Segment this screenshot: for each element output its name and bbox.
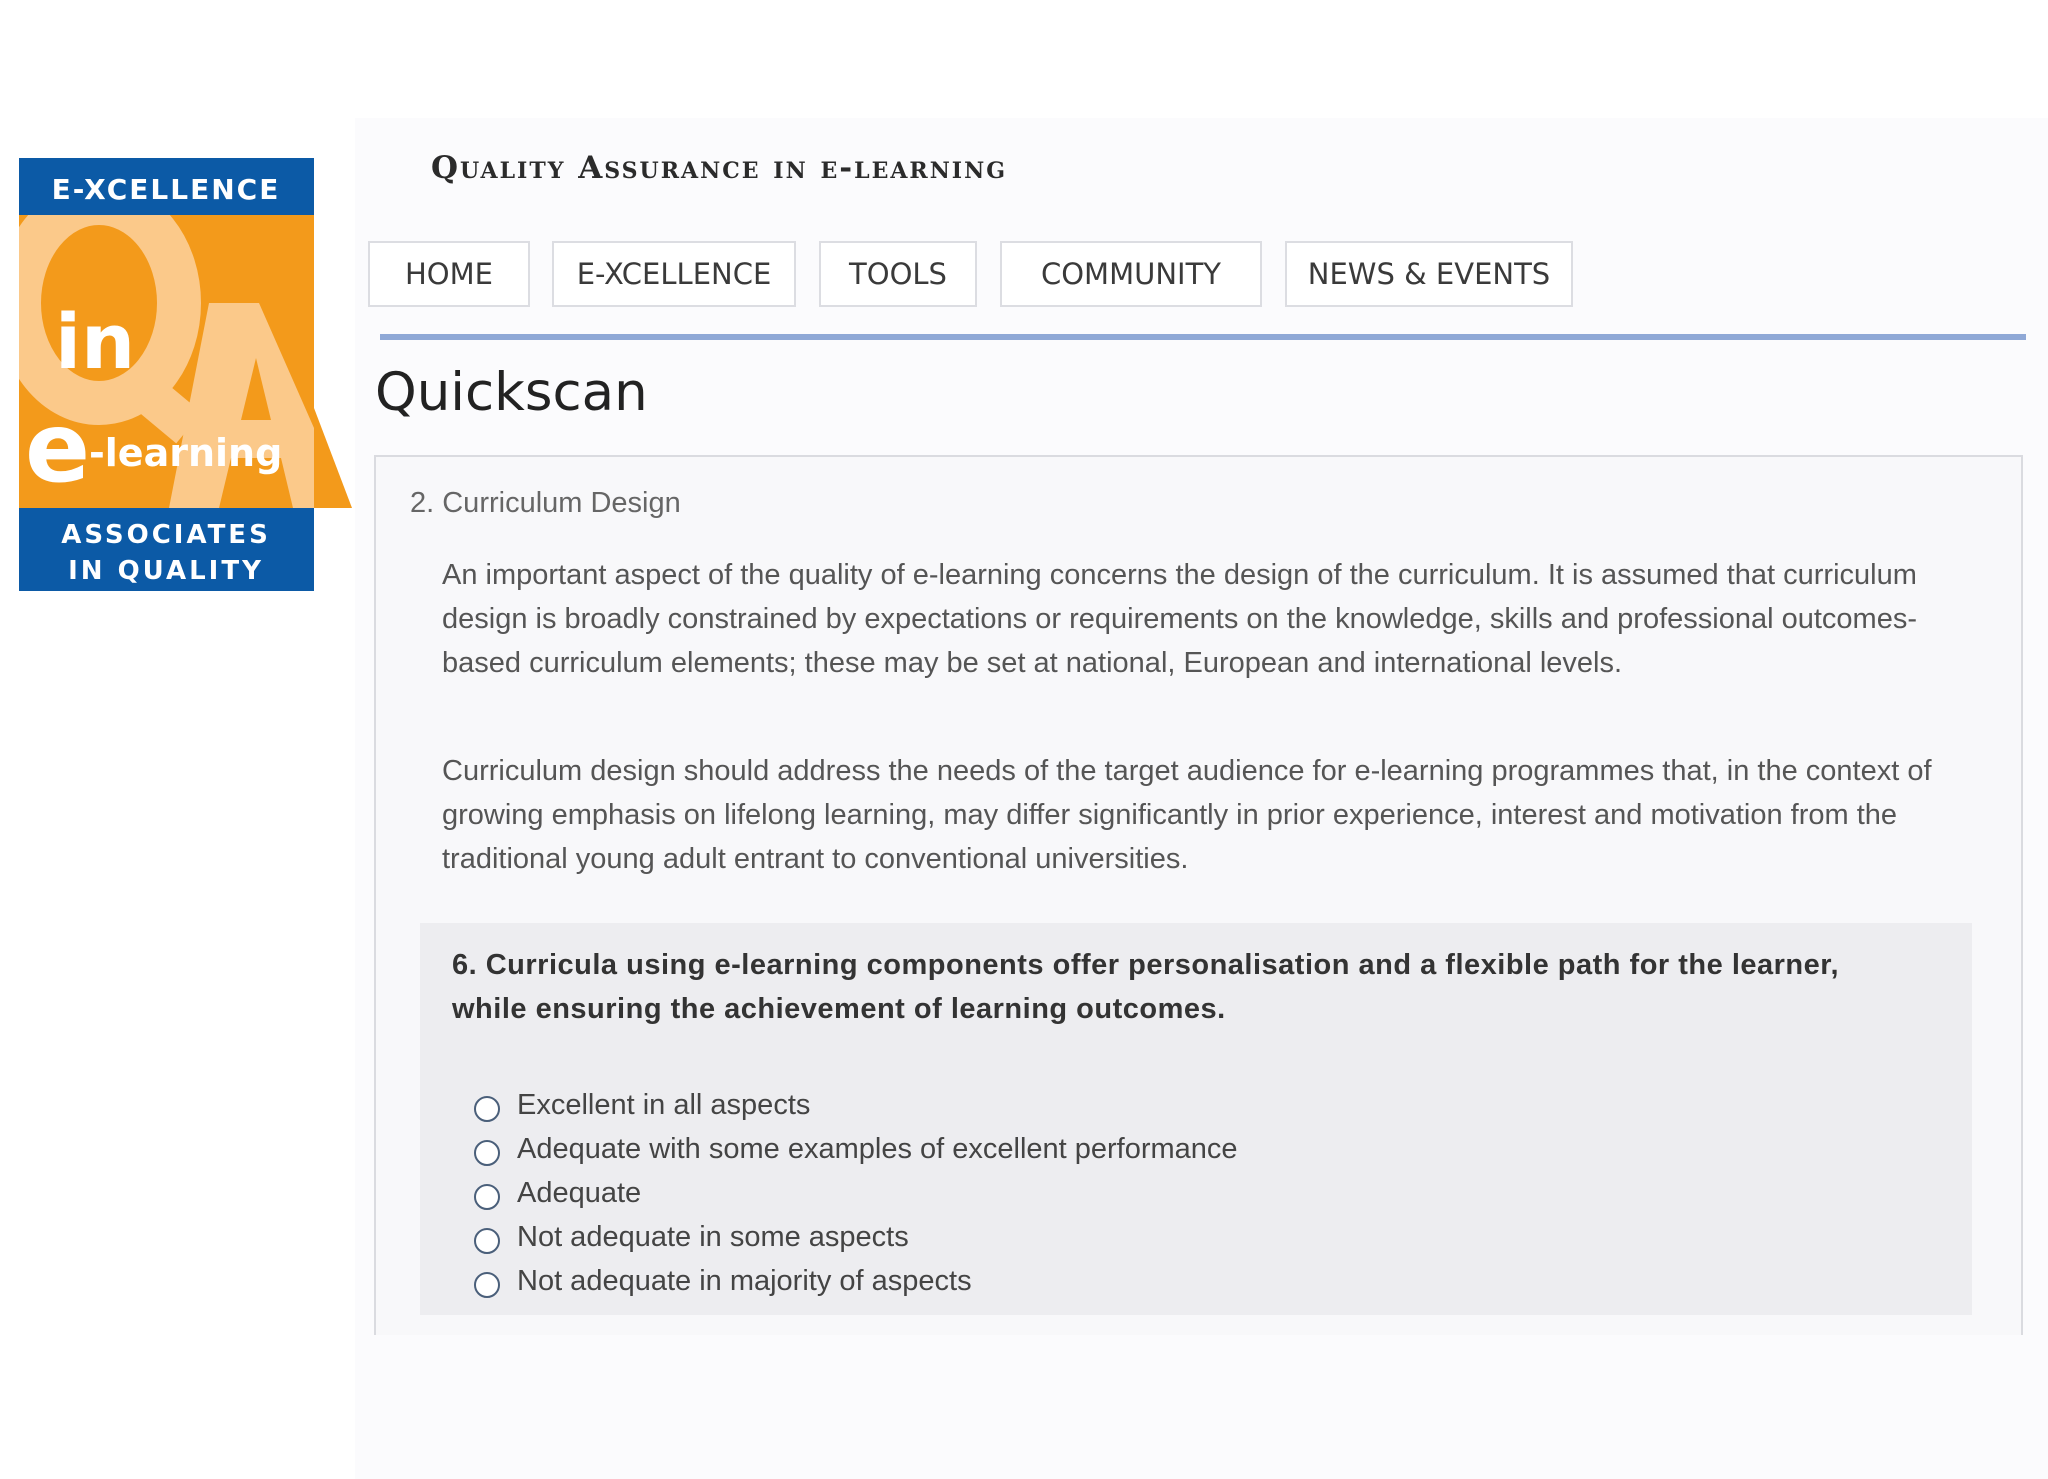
logo-e-text: e	[25, 392, 91, 504]
option-label: Not adequate in some aspects	[517, 1220, 909, 1253]
radio-button[interactable]	[474, 1184, 500, 1210]
rating-option-not-adequate-some[interactable]	[474, 1217, 909, 1257]
option-label: Adequate	[517, 1176, 642, 1209]
radio-button[interactable]	[474, 1140, 500, 1166]
radio-button[interactable]	[474, 1228, 500, 1254]
site-title: Quality Assurance in e-learning	[431, 150, 1007, 186]
nav-divider	[380, 334, 2026, 340]
rating-option-adequate[interactable]	[474, 1173, 641, 1213]
nav-community[interactable]: COMMUNITY	[1000, 241, 1262, 307]
rating-option-adequate-excellent-examples[interactable]	[474, 1129, 1238, 1169]
question-card	[420, 923, 1972, 1315]
nav-e-xcellence[interactable]: E-XCELLENCE	[552, 241, 796, 307]
quickscan-panel	[374, 455, 2023, 1335]
rating-option-excellent[interactable]	[474, 1085, 810, 1125]
nav-news-events[interactable]: NEWS & EVENTS	[1285, 241, 1573, 307]
rating-option-not-adequate-majority[interactable]	[474, 1261, 972, 1301]
option-label: Adequate with some examples of excellent performance	[517, 1132, 1238, 1165]
option-label: Not adequate in majority of aspects	[517, 1264, 972, 1297]
logo-learning-text: -learning	[89, 431, 283, 475]
logo-bottom-text-2: IN QUALITY	[68, 556, 264, 586]
audience-paragraph: Curriculum design should address the needs of the target audience for e-learning programmes that, in the context of growing emphasis on lifelong learning, may differ significantly in prior experience, interest and motivation from the traditional young adult entrant to conventional universities.	[442, 755, 1932, 875]
nav-home[interactable]: HOME	[368, 241, 530, 307]
option-label: Excellent in all aspects	[517, 1088, 811, 1121]
nav-tools[interactable]: TOOLS	[819, 241, 977, 307]
question-text: 6. Curricula using e-learning components offer personalisation and a flexible path for the learner, while ensuring the achievement of learning outcomes.	[452, 949, 1839, 1025]
radio-button[interactable]	[474, 1272, 500, 1298]
section-title: 2. Curriculum Design	[410, 487, 681, 519]
intro-paragraph: An important aspect of the quality of e-learning concerns the design of the curriculum. It is assumed that curriculum design is broadly constrained by expectations or requirements on the knowledge, skills and professional outcomes-based curriculum elements; these may be set at national, European and international levels.	[442, 559, 1917, 679]
radio-button[interactable]	[474, 1096, 500, 1122]
logo-top-text: E-XCELLENCE	[51, 173, 281, 206]
site-logo[interactable]	[19, 158, 352, 591]
logo-in-text: in	[55, 297, 136, 386]
page-title: Quickscan	[375, 362, 648, 423]
logo-bottom-text-1: ASSOCIATES	[61, 520, 271, 550]
